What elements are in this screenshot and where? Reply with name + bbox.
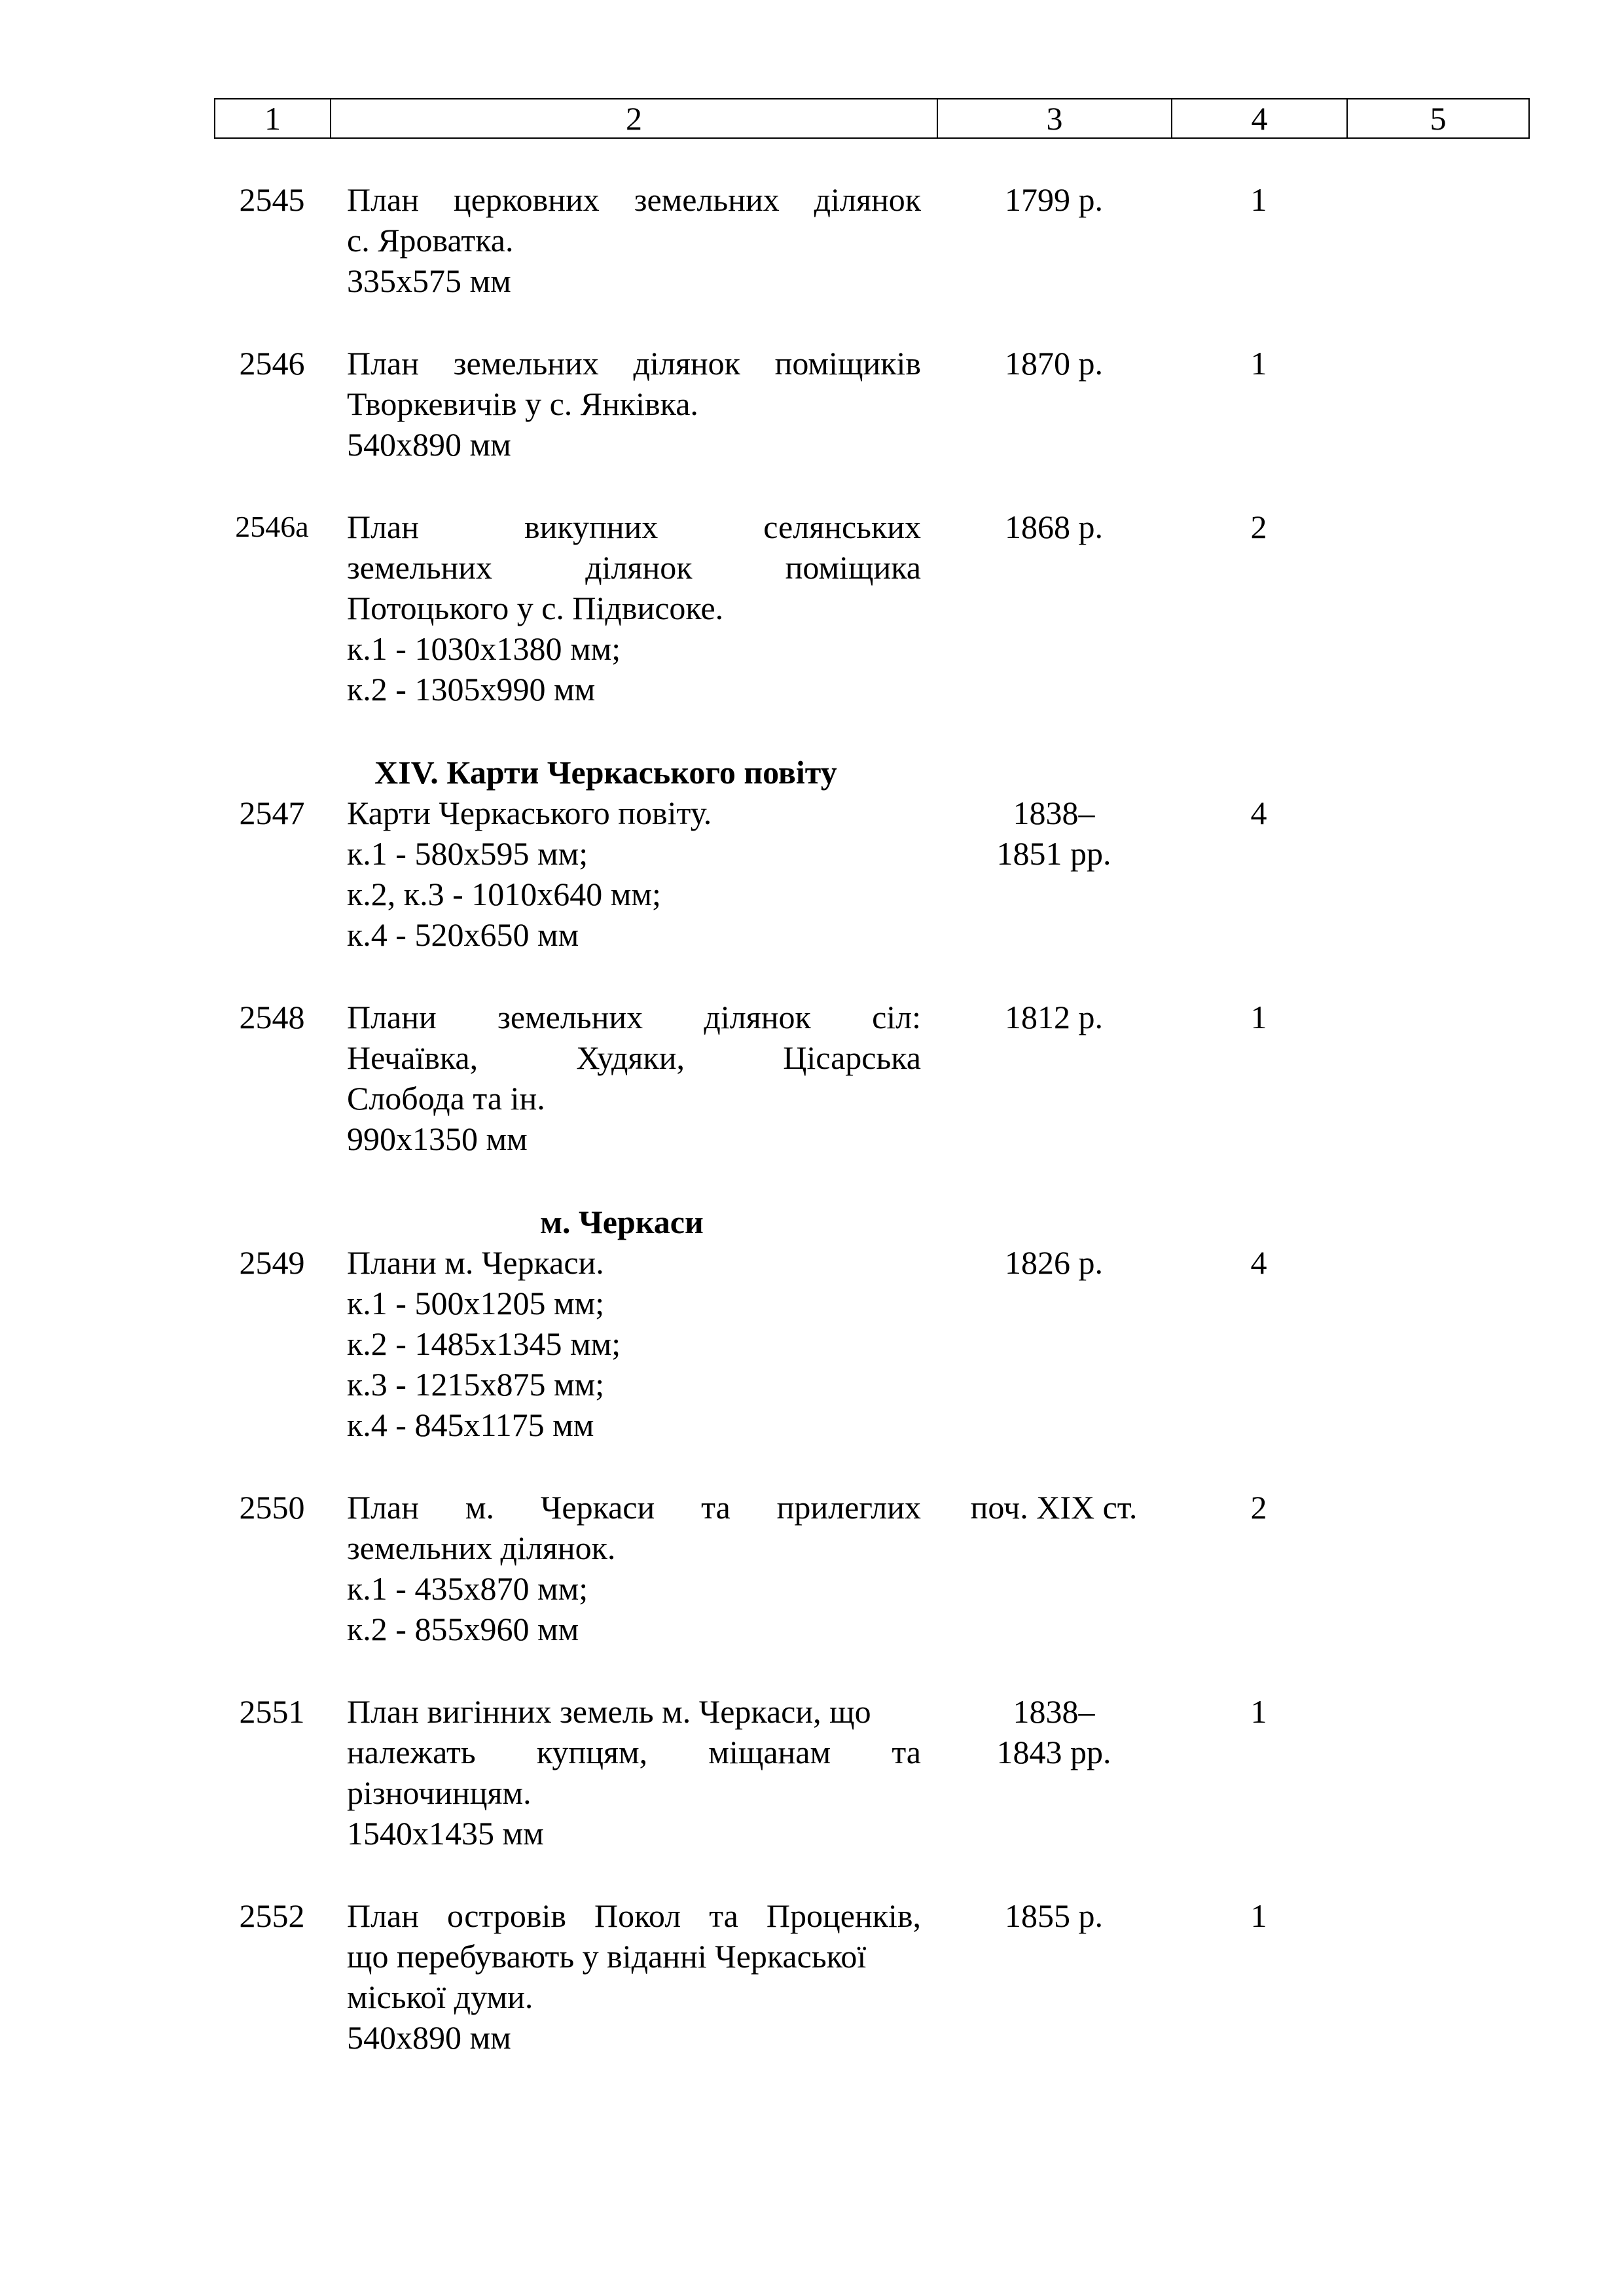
description-line: Карти Черкаського повіту.	[347, 795, 712, 831]
description-line: План церковних земельних ділянок	[347, 181, 921, 218]
entry-description	[347, 343, 921, 465]
description-line: к.4 - 520х650 мм	[347, 916, 579, 953]
date-line: 1799 р.	[1005, 181, 1103, 218]
entry-date	[937, 1487, 1171, 1528]
entry-description	[347, 1691, 921, 1854]
description-line: План м. Черкаси та прилеглих	[347, 1489, 921, 1526]
entry-quantity: 1	[1250, 1693, 1267, 1730]
entry-quantity: 4	[1250, 795, 1267, 831]
entry-quantity: 1	[1250, 999, 1267, 1035]
date-line: 1851 рр.	[996, 835, 1111, 872]
entry-quantity: 1	[1250, 345, 1267, 382]
description-line: План земельних ділянок поміщиків	[347, 345, 921, 382]
description-line: к.2 - 855х960 мм	[347, 1611, 579, 1647]
date-line: поч. ХІХ ст.	[970, 1489, 1138, 1526]
entry-date	[937, 793, 1171, 874]
description-line: к.4 - 845х1175 мм	[347, 1407, 594, 1443]
column-header-1: 1	[215, 99, 331, 137]
entry-description	[347, 997, 921, 1159]
entry-number: 2546а	[235, 510, 309, 543]
description-line: 1540х1435 мм	[347, 1815, 544, 1852]
entry-description	[347, 1895, 921, 2058]
description-line: 540х890 мм	[347, 2019, 511, 2056]
entry-quantity: 1	[1250, 181, 1267, 218]
section-title: XIV. Карти Черкаського повіту	[374, 754, 837, 791]
column-header-5: 5	[1430, 100, 1447, 137]
entry-description	[347, 793, 921, 955]
description-line: що перебувають у віданні Черкаської	[347, 1938, 867, 1975]
description-line: к.2, к.3 - 1010х640 мм;	[347, 876, 661, 912]
entry-number: 2545	[239, 181, 305, 218]
entry-number: 2546	[239, 345, 305, 382]
description-line: к.2 - 1305х990 мм	[347, 671, 596, 708]
entry-description	[347, 1487, 921, 1649]
column-header-3: 3	[938, 99, 1172, 137]
entry-date	[937, 1691, 1171, 1772]
description-line: Плани м. Черкаси.	[347, 1244, 604, 1281]
section-title: м. Черкаси	[540, 1204, 704, 1240]
description-line: План островів Покол та Проценків,	[347, 1897, 921, 1934]
description-line: Плани земельних ділянок сіл:	[347, 999, 921, 1035]
description-line: земельних ділянок поміщика	[347, 549, 921, 586]
description-line: к.2 - 1485х1345 мм;	[347, 1325, 621, 1362]
description-line: Потоцького у с. Підвисоке.	[347, 590, 724, 626]
column-header-table	[214, 98, 1530, 139]
entry-date	[937, 179, 1171, 220]
entry-number: 2551	[239, 1693, 305, 1730]
entry-description	[347, 179, 921, 301]
date-line: 1812 р.	[1005, 999, 1103, 1035]
description-line: с. Яроватка.	[347, 222, 514, 259]
description-line: к.3 - 1215х875 мм;	[347, 1366, 605, 1403]
entry-description	[347, 507, 921, 709]
entry-number: 2550	[239, 1489, 305, 1526]
date-line: 1826 р.	[1005, 1244, 1103, 1281]
description-line: План вигінних земель м. Черкаси, що	[347, 1693, 871, 1730]
entry-date	[937, 343, 1171, 384]
entry-quantity: 1	[1250, 1897, 1267, 1934]
description-line: Творкевичів у с. Янківка.	[347, 386, 698, 422]
entry-quantity: 2	[1250, 1489, 1267, 1526]
entry-number: 2549	[239, 1244, 305, 1281]
description-line: різночинцям.	[347, 1774, 532, 1811]
entry-quantity: 2	[1250, 509, 1267, 545]
date-line: 1838–	[1013, 795, 1095, 831]
description-line: Слобода та ін.	[347, 1080, 545, 1117]
description-line: План викупних селянських	[347, 509, 921, 545]
description-line: належать купцям, міщанам та	[347, 1734, 921, 1770]
entry-number: 2547	[239, 795, 305, 831]
date-line: 1838–	[1013, 1693, 1095, 1730]
description-line: 990х1350 мм	[347, 1121, 528, 1157]
date-line: 1868 р.	[1005, 509, 1103, 545]
date-line: 1870 р.	[1005, 345, 1103, 382]
entry-date	[937, 507, 1171, 547]
description-line: Нечаївка, Худяки, Цісарська	[347, 1039, 921, 1076]
description-line: земельних ділянок.	[347, 1530, 616, 1566]
entry-number: 2548	[239, 999, 305, 1035]
description-line: к.1 - 500х1205 мм;	[347, 1285, 605, 1321]
description-line: к.1 - 580х595 мм;	[347, 835, 588, 872]
description-line: 540х890 мм	[347, 426, 511, 463]
description-line: к.1 - 1030х1380 мм;	[347, 630, 621, 667]
column-header-4: 4	[1172, 99, 1348, 137]
entry-date	[937, 1242, 1171, 1283]
description-line: 335х575 мм	[347, 262, 511, 299]
entry-description	[347, 1242, 921, 1445]
date-line: 1855 р.	[1005, 1897, 1103, 1934]
column-header-2: 2	[331, 99, 938, 137]
description-line: к.1 - 435х870 мм;	[347, 1570, 588, 1607]
description-line: міської думи.	[347, 1979, 533, 2015]
entry-date	[937, 997, 1171, 1037]
date-line: 1843 рр.	[996, 1734, 1111, 1770]
entry-number: 2552	[239, 1897, 305, 1934]
entry-date	[937, 1895, 1171, 1936]
entry-quantity: 4	[1250, 1244, 1267, 1281]
